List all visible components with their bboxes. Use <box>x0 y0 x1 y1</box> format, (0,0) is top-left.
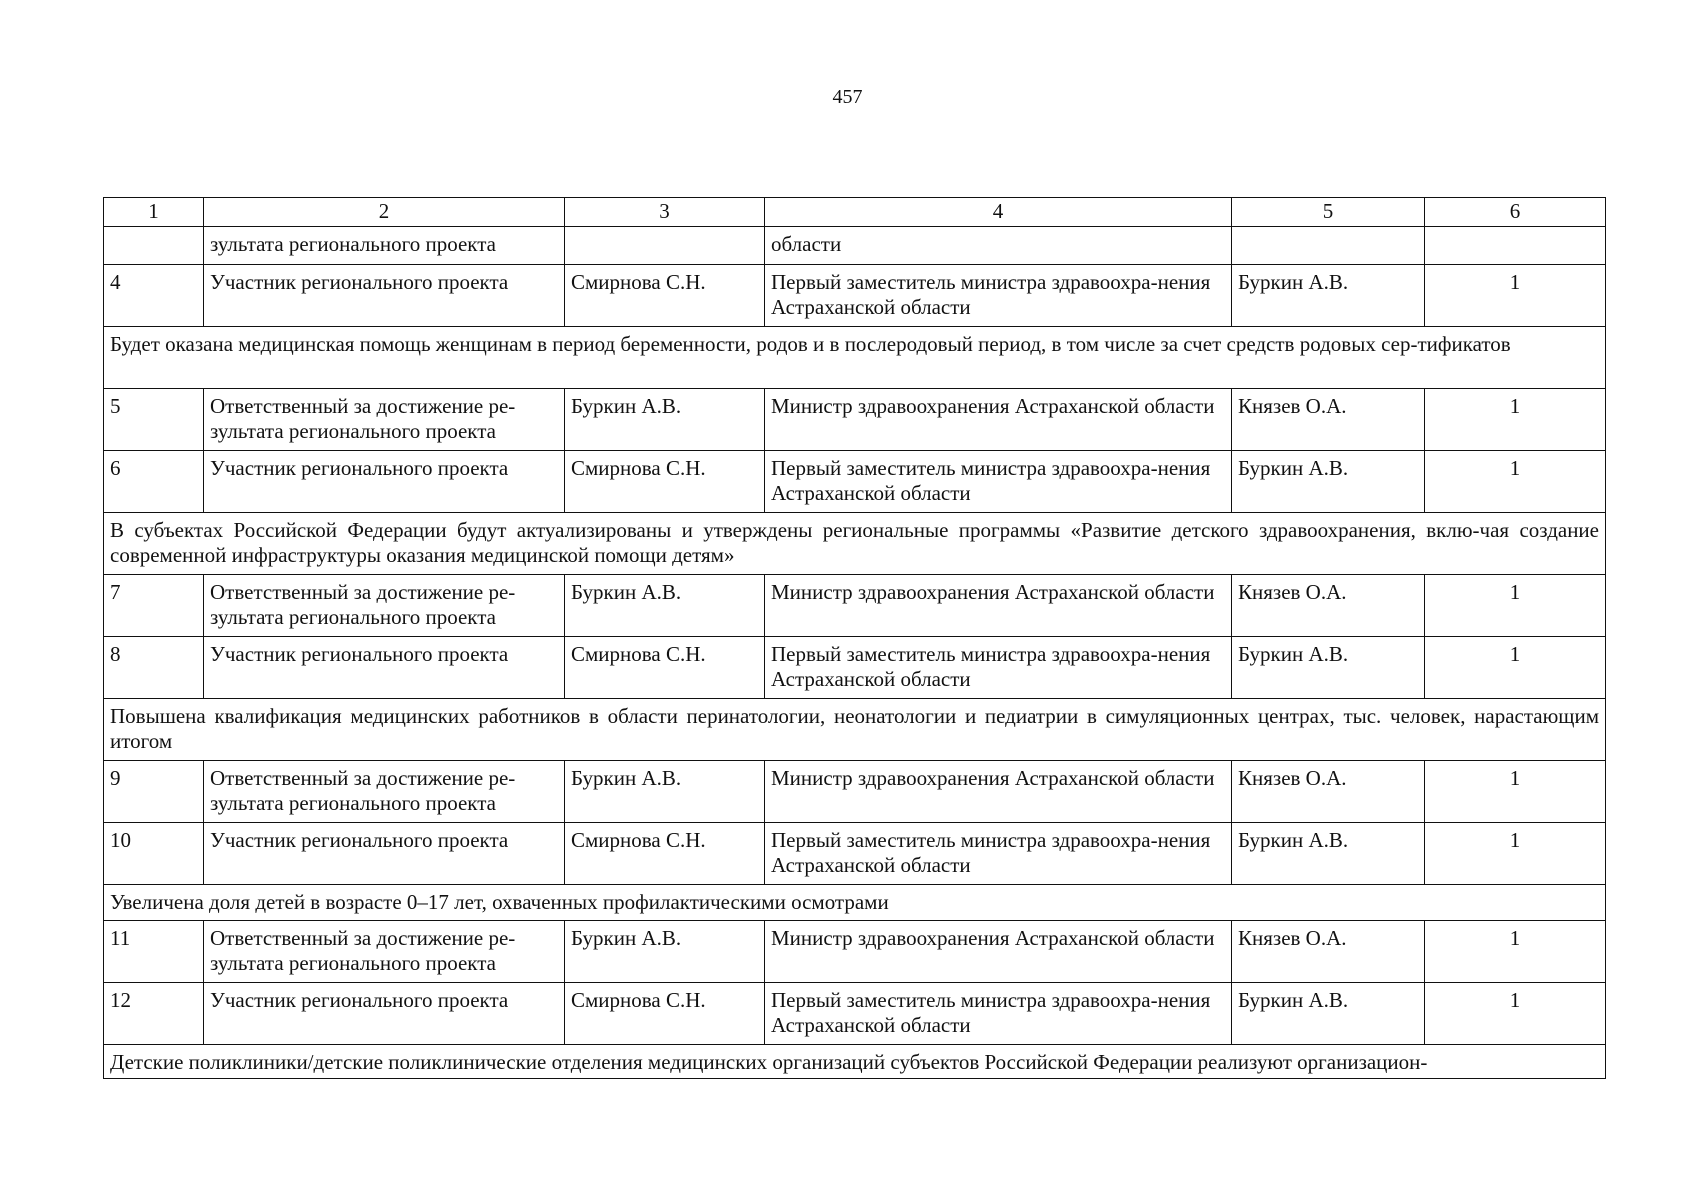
cell-number: 8 <box>104 637 204 699</box>
column-number-2: 2 <box>204 198 565 227</box>
cell-value: 1 <box>1425 575 1606 637</box>
cell-position: Первый заместитель министра здравоохра-нения Астраханской области <box>765 823 1232 885</box>
cell-supervisor: Буркин А.В. <box>1232 637 1425 699</box>
cell-position: Первый заместитель министра здравоохра-нения Астраханской области <box>765 451 1232 513</box>
cell-role: Ответственный за достижение ре-зультата регионального проекта <box>204 389 565 451</box>
cell-role: Участник регионального проекта <box>204 823 565 885</box>
section-text: Будет оказана медицинская помощь женщинам в период беременности, родов и в послеродовый период, в том числе за счет средств родовых сер-тификатов <box>104 327 1606 389</box>
cell-name: Смирнова С.Н. <box>565 823 765 885</box>
cell-value <box>1425 227 1606 265</box>
section-text: Детские поликлиники/детские поликлинические отделения медицинских организаций субъектов Российской Федерации реализуют организацион- <box>104 1045 1606 1079</box>
cell-supervisor: Буркин А.В. <box>1232 823 1425 885</box>
cell-supervisor: Князев О.А. <box>1232 921 1425 983</box>
table-row-6 <box>104 451 1606 513</box>
section-row-4 <box>104 885 1606 921</box>
cell-value: 1 <box>1425 265 1606 327</box>
cell-supervisor: Князев О.А. <box>1232 575 1425 637</box>
cell-number <box>104 227 204 265</box>
cell-position: Министр здравоохранения Астраханской области <box>765 761 1232 823</box>
cell-name: Буркин А.В. <box>565 921 765 983</box>
section-row-3 <box>104 699 1606 761</box>
responsibility-table <box>103 197 1606 1079</box>
section-row-2 <box>104 513 1606 575</box>
table-row-11 <box>104 921 1606 983</box>
table-row-5 <box>104 389 1606 451</box>
column-number-3: 3 <box>565 198 765 227</box>
cell-value: 1 <box>1425 637 1606 699</box>
section-row-1 <box>104 327 1606 389</box>
cell-position: Министр здравоохранения Астраханской области <box>765 921 1232 983</box>
cell-value: 1 <box>1425 823 1606 885</box>
cell-role: Участник регионального проекта <box>204 983 565 1045</box>
cell-role: Участник регионального проекта <box>204 637 565 699</box>
column-number-4: 4 <box>765 198 1232 227</box>
cell-role: Участник регионального проекта <box>204 451 565 513</box>
cell-number: 12 <box>104 983 204 1045</box>
cell-name: Буркин А.В. <box>565 389 765 451</box>
column-number-1: 1 <box>104 198 204 227</box>
cell-role: Ответственный за достижение ре-зультата регионального проекта <box>204 921 565 983</box>
cell-number: 11 <box>104 921 204 983</box>
cell-name: Смирнова С.Н. <box>565 637 765 699</box>
cell-number: 9 <box>104 761 204 823</box>
cell-number: 5 <box>104 389 204 451</box>
cell-value: 1 <box>1425 389 1606 451</box>
cell-position: Министр здравоохранения Астраханской области <box>765 389 1232 451</box>
table-row-9 <box>104 761 1606 823</box>
cell-position: Первый заместитель министра здравоохра-нения Астраханской области <box>765 983 1232 1045</box>
cell-role: зультата регионального проекта <box>204 227 565 265</box>
cell-position: области <box>765 227 1232 265</box>
section-text: Повышена квалификация медицинских работников в области перинатологии, неонатологии и педиатрии в симуляционных центрах, тыс. человек, нарастающим итогом <box>104 699 1606 761</box>
cell-position: Первый заместитель министра здравоохра-нения Астраханской области <box>765 265 1232 327</box>
cell-name: Буркин А.В. <box>565 575 765 637</box>
page-number: 457 <box>832 86 863 108</box>
continuation-row <box>104 227 1606 265</box>
section-text: Увеличена доля детей в возрасте 0–17 лет, охваченных профилактическими осмотрами <box>104 885 1606 921</box>
cell-supervisor: Князев О.А. <box>1232 761 1425 823</box>
cell-role: Ответственный за достижение ре-зультата регионального проекта <box>204 575 565 637</box>
table-row-12 <box>104 983 1606 1045</box>
cell-number: 6 <box>104 451 204 513</box>
cell-value: 1 <box>1425 451 1606 513</box>
cell-number: 4 <box>104 265 204 327</box>
cell-supervisor: Буркин А.В. <box>1232 451 1425 513</box>
cell-value: 1 <box>1425 761 1606 823</box>
cell-number: 10 <box>104 823 204 885</box>
table-row-4 <box>104 265 1606 327</box>
cell-name <box>565 227 765 265</box>
section-text: В субъектах Российской Федерации будут актуализированы и утверждены региональные программы «Развитие детского здравоохранения, вклю-чая создание современной инфраструктуры оказания медицинской помощи детям» <box>104 513 1606 575</box>
cell-supervisor: Князев О.А. <box>1232 389 1425 451</box>
cell-role: Участник регионального проекта <box>204 265 565 327</box>
cell-supervisor <box>1232 227 1425 265</box>
column-number-6: 6 <box>1425 198 1606 227</box>
cell-name: Буркин А.В. <box>565 761 765 823</box>
cell-number: 7 <box>104 575 204 637</box>
table-header-row <box>104 198 1606 227</box>
cell-value: 1 <box>1425 983 1606 1045</box>
cell-name: Смирнова С.Н. <box>565 265 765 327</box>
cell-supervisor: Буркин А.В. <box>1232 265 1425 327</box>
cell-name: Смирнова С.Н. <box>565 451 765 513</box>
cell-value: 1 <box>1425 921 1606 983</box>
cell-supervisor: Буркин А.В. <box>1232 983 1425 1045</box>
table-row-8 <box>104 637 1606 699</box>
table-row-7 <box>104 575 1606 637</box>
cell-position: Министр здравоохранения Астраханской области <box>765 575 1232 637</box>
cell-role: Ответственный за достижение ре-зультата регионального проекта <box>204 761 565 823</box>
column-number-5: 5 <box>1232 198 1425 227</box>
section-row-5 <box>104 1045 1606 1079</box>
cell-name: Смирнова С.Н. <box>565 983 765 1045</box>
table-row-10 <box>104 823 1606 885</box>
cell-position: Первый заместитель министра здравоохра-нения Астраханской области <box>765 637 1232 699</box>
